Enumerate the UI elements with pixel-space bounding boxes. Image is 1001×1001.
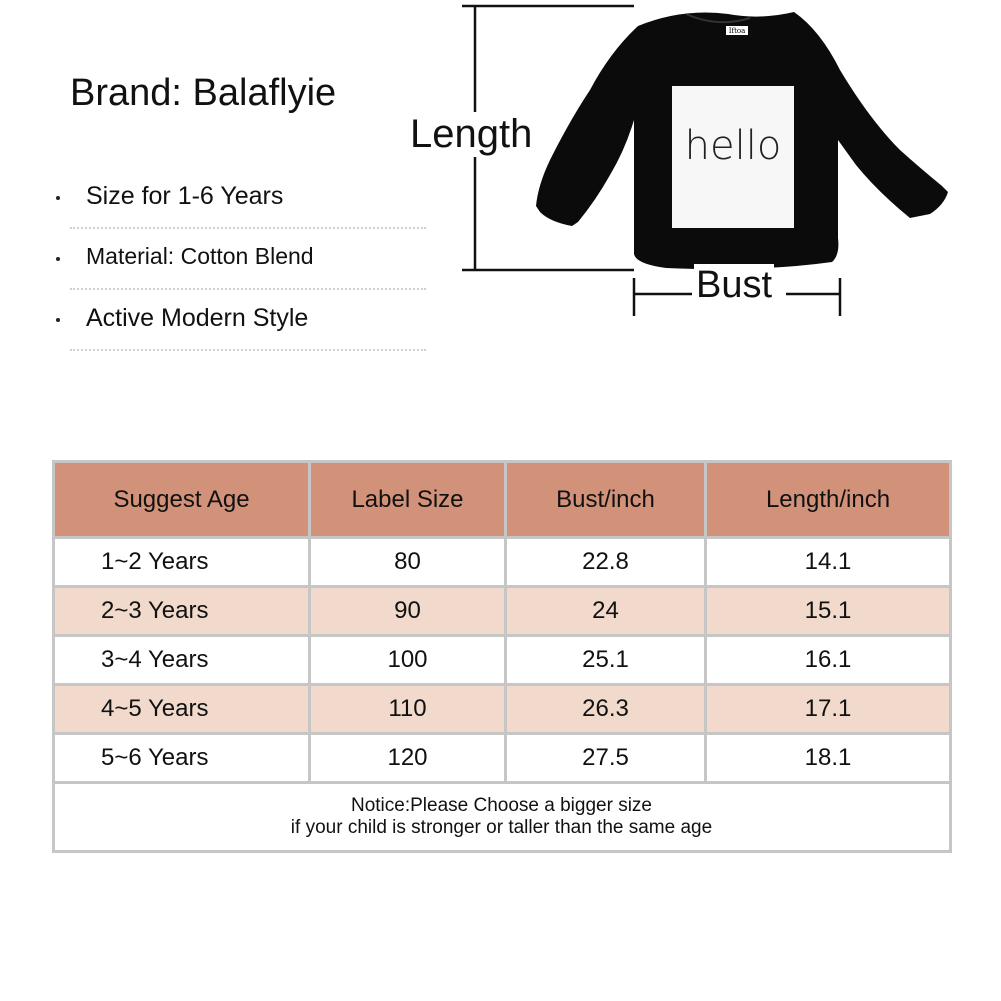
- notice-line-2: if your child is stronger or taller than the same age: [290, 817, 713, 838]
- notice-cell: [54, 783, 951, 852]
- table-row: [54, 538, 951, 587]
- notice-line-1: Notice:Please Choose a bigger size: [350, 795, 652, 816]
- sweatshirt-illustration: [400, 0, 960, 330]
- size-chart: [52, 460, 949, 853]
- feature-list: [50, 168, 430, 351]
- feature-text: Active Modern Style: [86, 304, 309, 332]
- cell-length: 16.1: [706, 636, 951, 685]
- cell-label-size: 120: [310, 734, 506, 783]
- cell-label-size: 110: [310, 685, 506, 734]
- cell-age: 5~6 Years: [54, 734, 310, 783]
- brand-title: Brand: Balaflyie: [70, 72, 337, 114]
- notice-row: [54, 783, 951, 852]
- garment-diagram: [400, 0, 960, 330]
- column-header-bust: Bust/inch: [506, 462, 706, 538]
- column-header-age: Suggest Age: [54, 462, 310, 538]
- bust-label: Bust: [696, 264, 773, 306]
- cell-bust: 22.8: [506, 538, 706, 587]
- cell-bust: 26.3: [506, 685, 706, 734]
- bullet-icon: [56, 196, 60, 200]
- cell-bust: 27.5: [506, 734, 706, 783]
- cell-bust: 25.1: [506, 636, 706, 685]
- feature-item: [70, 290, 426, 351]
- cell-label-size: 90: [310, 587, 506, 636]
- cell-age: 3~4 Years: [54, 636, 310, 685]
- cell-length: 14.1: [706, 538, 951, 587]
- tag-text: Iftoa: [728, 27, 746, 35]
- cell-age: 1~2 Years: [54, 538, 310, 587]
- table-header-row: [54, 462, 951, 538]
- feature-item: [70, 229, 426, 290]
- column-header-length: Length/inch: [706, 462, 951, 538]
- bullet-icon: [56, 318, 60, 322]
- column-header-label-size: Label Size: [310, 462, 506, 538]
- table-row: [54, 685, 951, 734]
- feature-text: Size for 1-6 Years: [86, 182, 284, 210]
- table-row: [54, 587, 951, 636]
- table-row: [54, 636, 951, 685]
- cell-age: 2~3 Years: [54, 587, 310, 636]
- cell-length: 18.1: [706, 734, 951, 783]
- size-table: [52, 460, 952, 853]
- cell-length: 15.1: [706, 587, 951, 636]
- cell-label-size: 100: [310, 636, 506, 685]
- feature-text: Material: Cotton Blend: [86, 243, 314, 269]
- feature-item: [70, 168, 426, 229]
- print-text: hello: [684, 123, 782, 169]
- cell-bust: 24: [506, 587, 706, 636]
- sweatshirt: [536, 12, 948, 269]
- bullet-icon: [56, 257, 60, 261]
- cell-age: 4~5 Years: [54, 685, 310, 734]
- cell-length: 17.1: [706, 685, 951, 734]
- length-label: Length: [410, 112, 533, 156]
- cell-label-size: 80: [310, 538, 506, 587]
- table-row: [54, 734, 951, 783]
